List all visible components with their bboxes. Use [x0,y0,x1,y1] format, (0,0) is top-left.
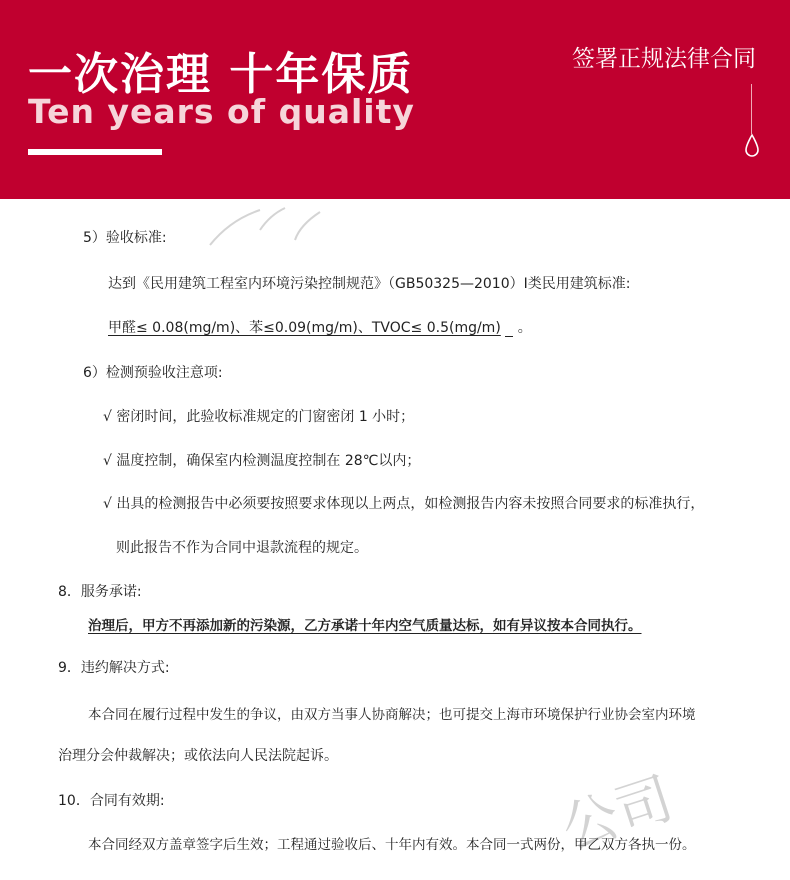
section9-line1: 本合同在履行过程中发生的争议，由双方当事人协商解决；也可提交上海市环境保护行业协会室内环境 [88,707,696,723]
section6-item1: √ 密闭时间，此验收标准规定的门窗密闭 1 小时； [103,409,415,425]
water-drop-icon [744,133,760,159]
banner-vertical-line [751,84,752,134]
section10-heading: 10．合同有效期: [58,793,165,809]
section6-item2: √ 温度控制，确保室内检测温度控制在 28℃以内； [103,453,421,469]
banner-subtitle: Ten years of quality [28,92,415,131]
section5-line2-wrap [108,317,532,337]
banner-divider [28,149,162,155]
section8-body: 治理后，甲方不再添加新的污染源，乙方承诺十年内空气质量达标，如有异议按本合同执行。 [88,618,642,634]
underline-tail [505,320,513,337]
section5-line1: 达到《民用建筑工程室内环境污染控制规范》（GB50325—2010）Ⅰ类民用建筑标准: [108,276,631,292]
section6-item3-line1: √ 出具的检测报告中必须要按照要求体现以上两点，如检测报告内容未按照合同要求的标准执行， [103,496,705,512]
section8-heading: 8．服务承诺: [58,584,142,600]
section5-line2: 甲醛≤ 0.08(mg/m)、苯≤0.09(mg/m)、TVOC≤ 0.5(mg/m) [108,320,501,336]
watermark-text: 公司 [554,766,681,863]
section6-item3-line2: 则此报告不作为合同中退款流程的规定。 [116,540,368,556]
stamp-watermark-icon [200,200,340,260]
banner-contract-label: 签署正规法律合同 [572,46,756,72]
section9-line2: 治理分会仲裁解决；或依法向人民法院起诉。 [58,748,338,764]
section10-body: 本合同经双方盖章签字后生效；工程通过验收后、十年内有效。本合同一式两份，甲乙双方各执一份。 [88,837,696,853]
section5-heading: 5）验收标准: [83,230,167,246]
header-banner [0,0,790,199]
section6-heading: 6）检测预验收注意项: [83,365,223,381]
section5-line2-end: 。 [517,320,532,336]
banner-title: 一次治理 十年保质 [28,49,414,100]
section9-heading: 9．违约解决方式: [58,660,170,676]
